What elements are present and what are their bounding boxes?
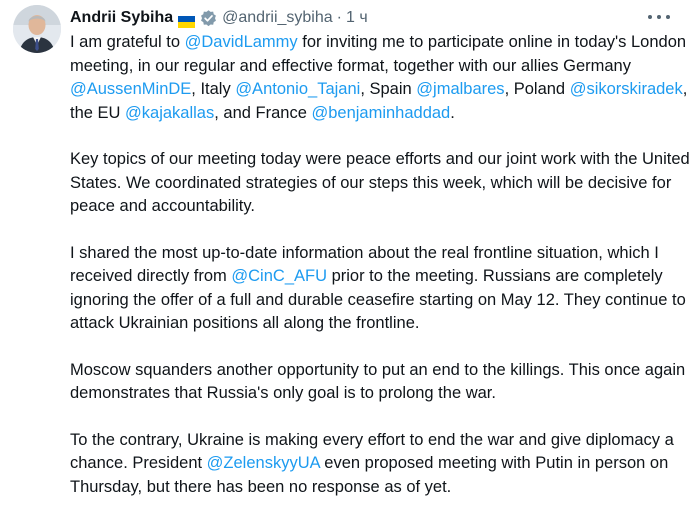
avatar[interactable] <box>13 5 61 53</box>
paragraph-5 <box>70 429 690 500</box>
text: , Italy <box>191 80 236 98</box>
timestamp[interactable]: 1 ч <box>345 9 368 26</box>
text: even proposed meeting with Putin in person on Thursday, but there has been no response as of yet. <box>70 454 669 496</box>
text: I shared the most up-to-date information about the real frontline situation, which I received directly from <box>70 243 659 285</box>
mention-link[interactable]: @benjaminhaddad <box>311 103 451 122</box>
text: , and France <box>214 103 312 122</box>
text: for inviting me to participate online in today's London meeting, in our regular and effective format, together with our allies Germany <box>70 33 687 75</box>
tweet-text <box>70 31 690 518</box>
mention-link[interactable]: @jmalbares <box>416 80 505 98</box>
more-options-icon[interactable] <box>648 8 670 26</box>
mention-link[interactable]: @CinC_AFU <box>231 267 327 285</box>
author-name[interactable]: Andrii Sybiha <box>70 9 174 26</box>
mention-link[interactable]: @kajakallas <box>125 103 215 122</box>
mention-link[interactable]: @AussenMinDE <box>70 80 192 98</box>
tweet-header <box>70 6 368 30</box>
person-portrait <box>13 5 61 53</box>
mention-link[interactable]: @ZelenskyyUA <box>206 454 320 472</box>
text: , Spain <box>360 80 417 98</box>
paragraph-4: Moscow squanders another opportunity to put an end to the killings. This once again demonstrates that Russia's only goal is to prolong the war. <box>70 360 686 402</box>
text: I am grateful to <box>70 33 185 51</box>
paragraph-1 <box>70 31 690 125</box>
text: , Poland <box>504 80 570 98</box>
ukraine-flag-icon <box>178 12 195 24</box>
text: prior to the meeting. Russians are completely ignoring the offer of a full and durable ceasefire starting on May 12. They continue to attack Ukrainian positions all along the frontline. <box>70 267 686 332</box>
more-dot <box>666 15 670 19</box>
more-dot <box>657 15 661 19</box>
author-handle[interactable]: @andrii_sybiha <box>222 9 333 26</box>
mention-link[interactable]: @Antonio_Tajani <box>235 80 361 98</box>
more-dot <box>648 15 652 19</box>
separator-dot: · <box>336 9 342 26</box>
text: , the EU <box>70 80 688 122</box>
verified-badge-icon <box>199 9 218 28</box>
text: To the contrary, Ukraine is making every effort to end the war and give diplomacy a chance. President <box>70 430 674 472</box>
paragraph-3 <box>70 242 690 336</box>
mention-link[interactable]: @DavidLammy <box>184 33 298 51</box>
text: . <box>450 103 455 122</box>
paragraph-2: Key topics of our meeting today were peace efforts and our joint work with the United States. We coordinated strategies of our steps this week, which will be decisive for peace and accountability. <box>70 150 690 215</box>
mention-link[interactable]: @sikorskiradek <box>569 80 683 98</box>
